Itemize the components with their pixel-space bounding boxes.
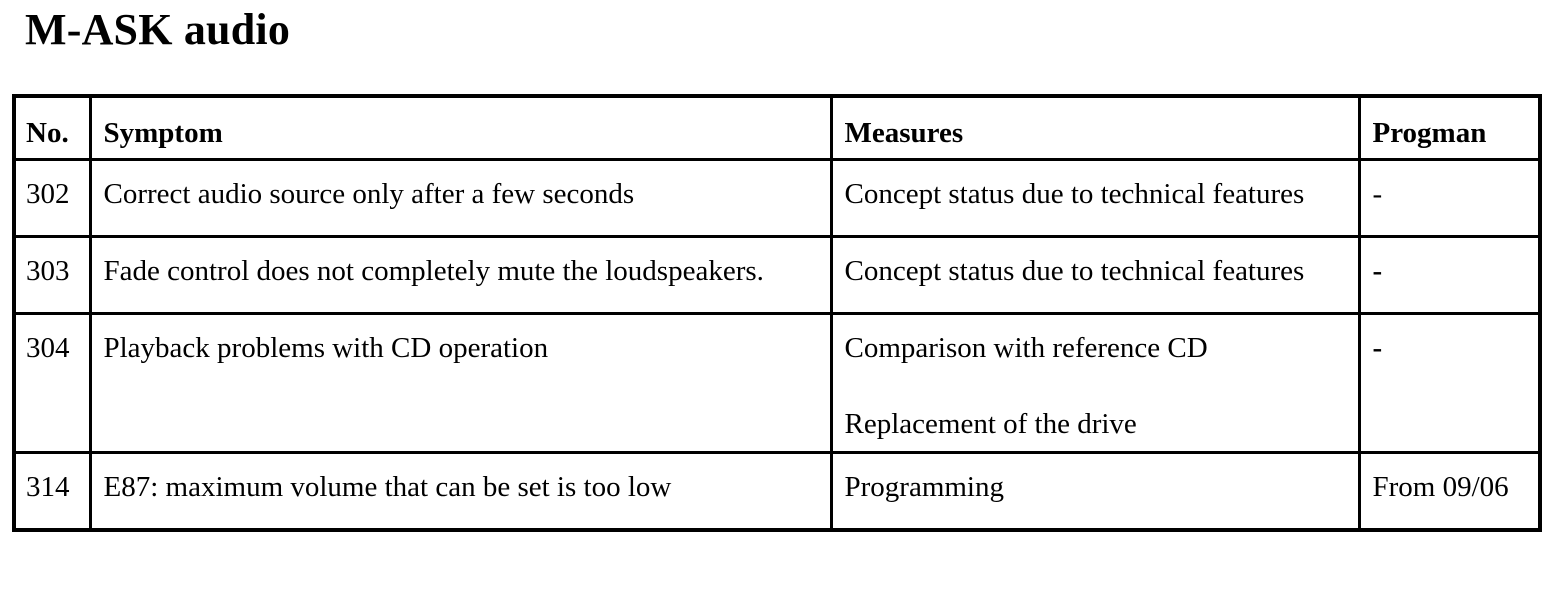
row-number-cell: 314 — [14, 453, 90, 531]
measure-text: Concept status due to technical features — [844, 178, 1305, 210]
column-header-measures: Measures — [831, 96, 1359, 160]
symptom-table — [12, 94, 1542, 532]
measures-cell — [831, 314, 1359, 453]
table-row — [14, 314, 1540, 453]
measures-cell — [831, 453, 1359, 531]
progman-cell: - — [1359, 314, 1540, 453]
measure-text: Comparison with reference CD — [844, 332, 1208, 364]
table-row — [14, 453, 1540, 531]
symptom-cell: E87: maximum volume that can be set is too low — [90, 453, 831, 531]
progman-cell: From 09/06 — [1359, 453, 1540, 531]
symptom-cell: Fade control does not completely mute the loudspeakers. — [90, 237, 831, 314]
progman-cell: - — [1359, 160, 1540, 237]
column-header-no: No. — [14, 96, 90, 160]
column-header-symptom: Symptom — [90, 96, 831, 160]
measure-spacer — [845, 367, 1346, 405]
table-row — [14, 160, 1540, 237]
row-number-cell: 304 — [14, 314, 90, 453]
row-number-cell: 303 — [14, 237, 90, 314]
symptom-cell: Correct audio source only after a few seconds — [90, 160, 831, 237]
measures-cell — [831, 237, 1359, 314]
progman-cell: - — [1359, 237, 1540, 314]
measure-text: Replacement of the drive — [844, 408, 1137, 440]
table-row — [14, 237, 1540, 314]
measure-text: Programming — [844, 471, 1004, 503]
table-header-row — [14, 96, 1540, 160]
row-number-cell: 302 — [14, 160, 90, 237]
measures-cell — [831, 160, 1359, 237]
column-header-progman: Progman — [1359, 96, 1540, 160]
symptom-cell: Playback problems with CD operation — [90, 314, 831, 453]
measure-text: Concept status due to technical features — [844, 255, 1305, 287]
page-title: M-ASK audio — [25, 5, 291, 54]
